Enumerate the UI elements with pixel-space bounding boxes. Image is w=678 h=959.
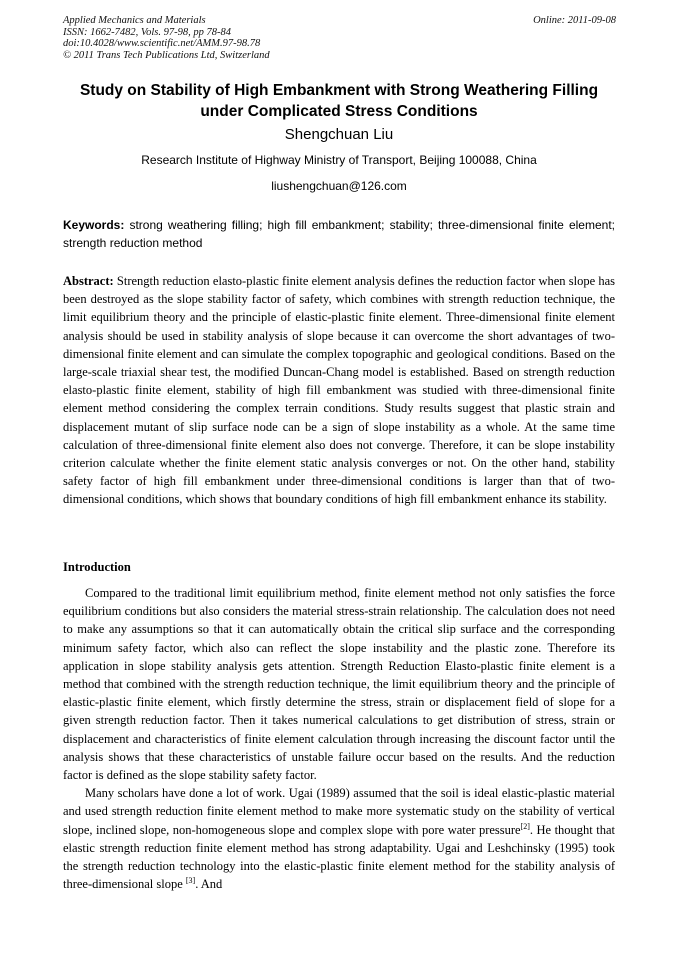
intro-paragraph-2-part-1: Many scholars have done a lot of work. Ugai (1989) assumed that the soil is ideal elastic-plastic material and used strength reduction finite element method to make more systematic study on the stability of vertical slope, inclined slope, non-homogeneous slope and complex slope with pore water pressure [63, 786, 615, 837]
journal-name: Applied Mechanics and Materials [63, 15, 206, 26]
title-line-1: Study on Stability of High Embankment with Strong Weathering Filling [79, 82, 599, 99]
abstract-section [63, 272, 615, 509]
author-name: Shengchuan Liu [284, 126, 394, 143]
citation-ref-2[interactable]: [2] [520, 821, 530, 831]
issn-line: ISSN: 1662-7482, Vols. 97-98, pp 78-84 [63, 26, 231, 38]
intro-paragraph-2-part-2: . He thought that elastic strength reduction finite element method has strong adaptability. Ugai and Leshchinsky (1995) took the strength reduction technology into the elastic-plastic finite element method for the stability analysis of three-dimensional slope [63, 822, 615, 892]
intro-paragraph-2 [63, 784, 615, 893]
author-affiliation: Research Institute of Highway Ministry of Transport, Beijing 100088, China [141, 153, 537, 167]
abstract-text: Strength reduction elasto-plastic finite element analysis defines the reduction factor when slope has been destroyed as the slope stability factor of safety, which combines with strength reduction technique, the limit equilibrium theory and the principle of elastic-plastic finite element. Three-dimensional finite element analysis should be used in stability analysis of slope because it can overcome the short advantages of two-dimensional finite element and can simulate the complex topographic and geological conditions. Based on the large-scale triaxial shear test, the modified Duncan-Chang model is established. Based on strength reduction elasto-plastic finite element, stability of high fill embankment was studied with three-dimensional finite element method considering the complex terrain conditions. Study results suggest that plastic strain and displacement mutant of slip surface node can be a sign of slope instability as a whole. At the same time calculation of three-dimensional finite element also does not converge. Therefore, it can be slope instability criterion calculate whether the finite element static analysis converges or not. On the other hand, stability safety factor of high fill embankment under three-dimensional conditions is larger than that of two-dimensional conditions, which shows that boundary conditions of high fill embankment enhance its stability. [63, 274, 615, 507]
copyright-line: © 2011 Trans Tech Publications Ltd, Switzerland [63, 49, 270, 61]
introduction-body [63, 584, 615, 893]
keywords-label: Keywords: [63, 218, 125, 232]
keywords-section [63, 216, 615, 252]
intro-paragraph-1: Compared to the traditional limit equilibrium method, finite element method not only satisfies the force equilibrium conditions but also considers the material stress-strain relationship. The calculation does not need to make any assumptions so that it can automatically obtain the critical slip surface and the corresponding minimum safety factor, which also can reflect the slope instability and the plastic zone. Therefore its application in slope stability analysis gets attention. Strength Reduction Elasto-plastic finite element is a method that combined with the strength reduction technique, the limit equilibrium theory and the principle of elastic-plastic finite element, which firstly determine the stress, strain or displacement field of slope for a given strength reduction factor. Then it takes numerical calculations to get distribution of stress, strain or displacement and characteristics of finite element calculation through increasing the discount factor until the analysis shows that these characteristics of unstable failure occur based on the results. And the reduction factor is defined as the slope stability safety factor. [63, 586, 615, 783]
online-date: Online: 2011-09-08 [533, 15, 616, 26]
keywords-text: strong weathering filling; high fill embankment; stability; three-dimensional finite element; strength reduction method [63, 218, 615, 250]
title-line-2: under Complicated Stress Conditions [200, 103, 478, 120]
citation-ref-3[interactable]: [3] [185, 876, 196, 886]
abstract-label: Abstract: [63, 274, 114, 288]
doi-line[interactable]: doi:10.4028/www.scientific.net/AMM.97-98.78 [63, 38, 261, 49]
paper-title [40, 80, 638, 122]
author-email[interactable]: liushengchuan@126.com [271, 179, 407, 193]
section-heading-introduction: Introduction [63, 560, 131, 574]
intro-paragraph-2-part-3: . And [195, 877, 223, 892]
journal-header [63, 15, 616, 61]
